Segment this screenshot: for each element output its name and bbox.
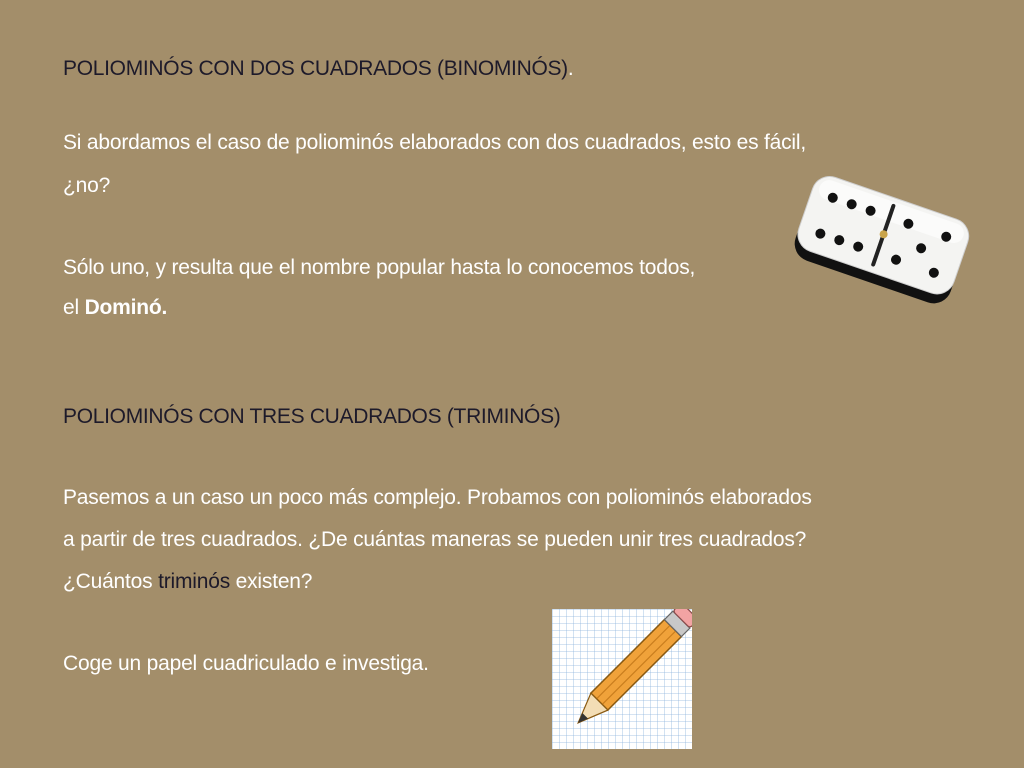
- section2-title-paren: (TRIMINÓS): [446, 405, 561, 428]
- section1-para2-line1: Sólo uno, y resulta que el nombre popular hasta lo conocemos todos,: [63, 256, 696, 279]
- domino-icon: [792, 172, 972, 307]
- section2-title: [63, 403, 561, 431]
- section2-para1-line1: Pasemos a un caso un poco más complejo. Probamos con poliominós elaborados: [63, 486, 812, 509]
- section2-para2: Coge un papel cuadriculado e investiga.: [63, 652, 429, 675]
- section1-para1-line1: Si abordamos el caso de poliominós elaborados con dos cuadrados, esto es fácil,: [63, 131, 806, 154]
- section1-title-period: .: [567, 57, 574, 80]
- section1-title-text: POLIOMINÓS CON DOS CUADRADOS (BINOMINÓS): [63, 57, 568, 80]
- section1-title: [63, 55, 573, 83]
- section2-para1-line3: [63, 562, 312, 602]
- domino-term: Dominó.: [84, 296, 168, 319]
- section2-title-text: POLIOMINÓS CON TRES CUADRADOS: [63, 405, 447, 428]
- pencil-on-grid-paper-icon: [552, 609, 692, 749]
- section2-para1-line2: a partir de tres cuadrados. ¿De cuántas maneras se pueden unir tres cuadrados?: [63, 528, 807, 551]
- section2-para1-line3-prefix: ¿Cuántos: [63, 570, 159, 593]
- section2-para1-line3-suffix: existen?: [230, 570, 313, 593]
- section1-para1-line2: ¿no?: [63, 174, 111, 197]
- section1-para2-prefix: el: [63, 296, 85, 319]
- triminos-term: triminós: [158, 570, 231, 593]
- section1-para2-line2: [63, 288, 167, 328]
